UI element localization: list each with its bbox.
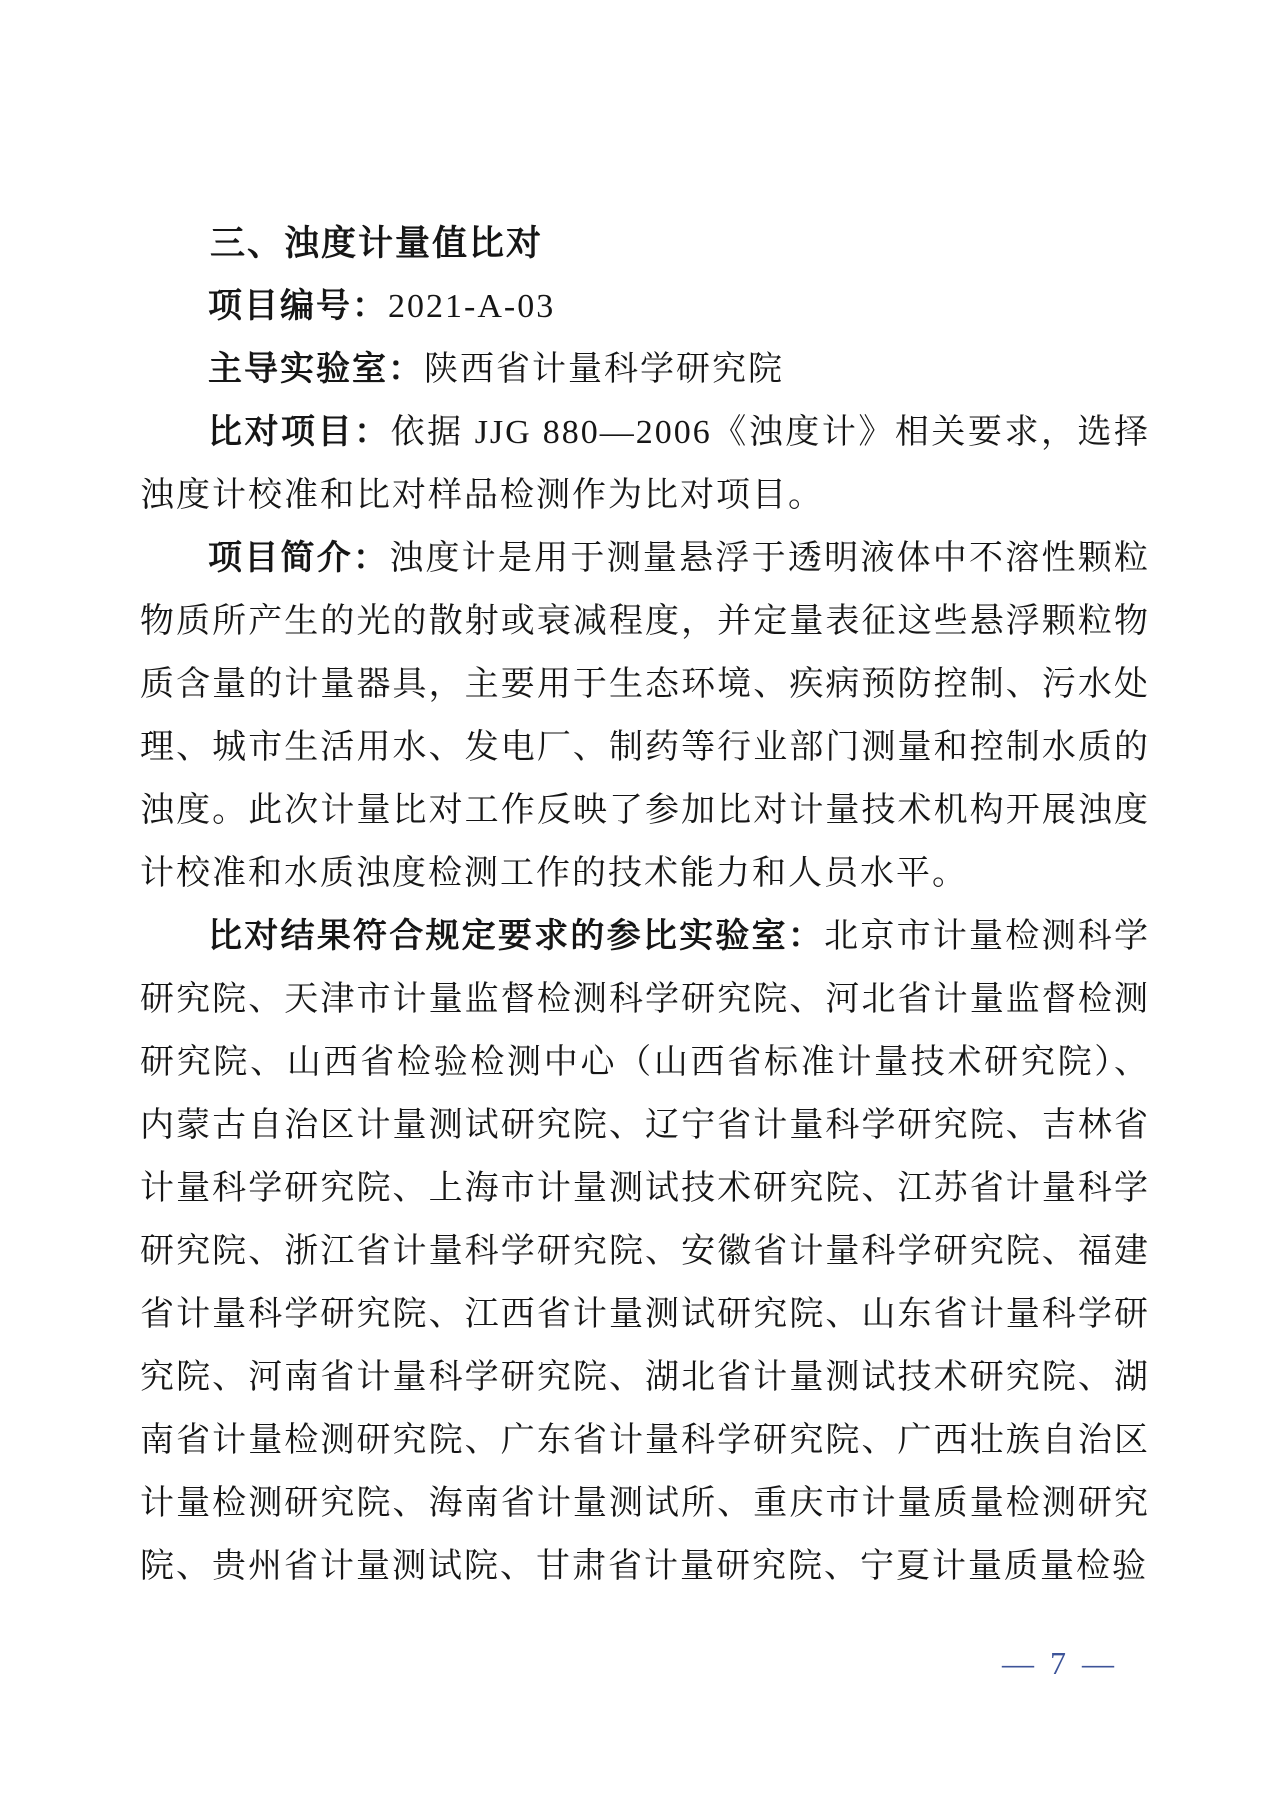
section-heading: 三、浊度计量值比对 [210, 224, 544, 263]
project-introduction-value: 浊度计是用于测量悬浮于透明液体中不溶性颗粒物质所产生的光的散射或衰减程度，并定量表征这些悬浮颗粒物质含量的计量器具，主要用于生态环境、疾病预防控制、污水处理、城市生活用水、发电厂、制药等行业部门测量和控制水质的浊度。此次计量比对工作反映了参加比对计量技术机构开展浊度计校准和水质浊度检测工作的技术能力和人员水平。 [140, 540, 1151, 892]
field-comparison-items [140, 401, 1150, 527]
lead-laboratory-value: 陕西省计量科学研究院 [424, 351, 784, 388]
page-number: — 7 — [1002, 1645, 1118, 1681]
document-body [140, 212, 1150, 1598]
lead-laboratory-label: 主导实验室： [208, 350, 424, 388]
project-number-label: 项目编号： [208, 287, 388, 325]
field-project-number [140, 275, 1150, 338]
field-qualified-laboratories [140, 905, 1150, 1598]
field-project-introduction [140, 527, 1150, 905]
comparison-items-value: 依据 JJG 880—2006《浊度计》相关要求，选择浊度计校准和比对样品检测作为比对项目。 [140, 414, 1151, 514]
field-lead-laboratory [140, 338, 1150, 401]
qualified-laboratories-value: 北京市计量检测科学研究院、天津市计量监督检测科学研究院、河北省计量监督检测研究院、山西省检验检测中心（山西省标准计量技术研究院）、内蒙古自治区计量测试研究院、辽宁省计量科学研究院、吉林省计量科学研究院、上海市计量测试技术研究院、江苏省计量科学研究院、浙江省计量科学研究院、安徽省计量科学研究院、福建省计量科学研究院、江西省计量测试研究院、山东省计量科学研究院、河南省计量科学研究院、湖北省计量测试技术研究院、湖南省计量检测研究院、广东省计量科学研究院、广西壮族自治区计量检测研究院、海南省计量测试所、重庆市计量质量检测研究院、贵州省计量测试院、甘肃省计量研究院、宁夏计量质量检验 [140, 918, 1151, 1585]
comparison-items-label: 比对项目： [208, 413, 391, 451]
project-number-value: 2021-A-03 [388, 288, 556, 325]
project-introduction-label: 项目简介： [208, 539, 390, 577]
qualified-laboratories-label: 比对结果符合规定要求的参比实验室： [208, 917, 825, 955]
